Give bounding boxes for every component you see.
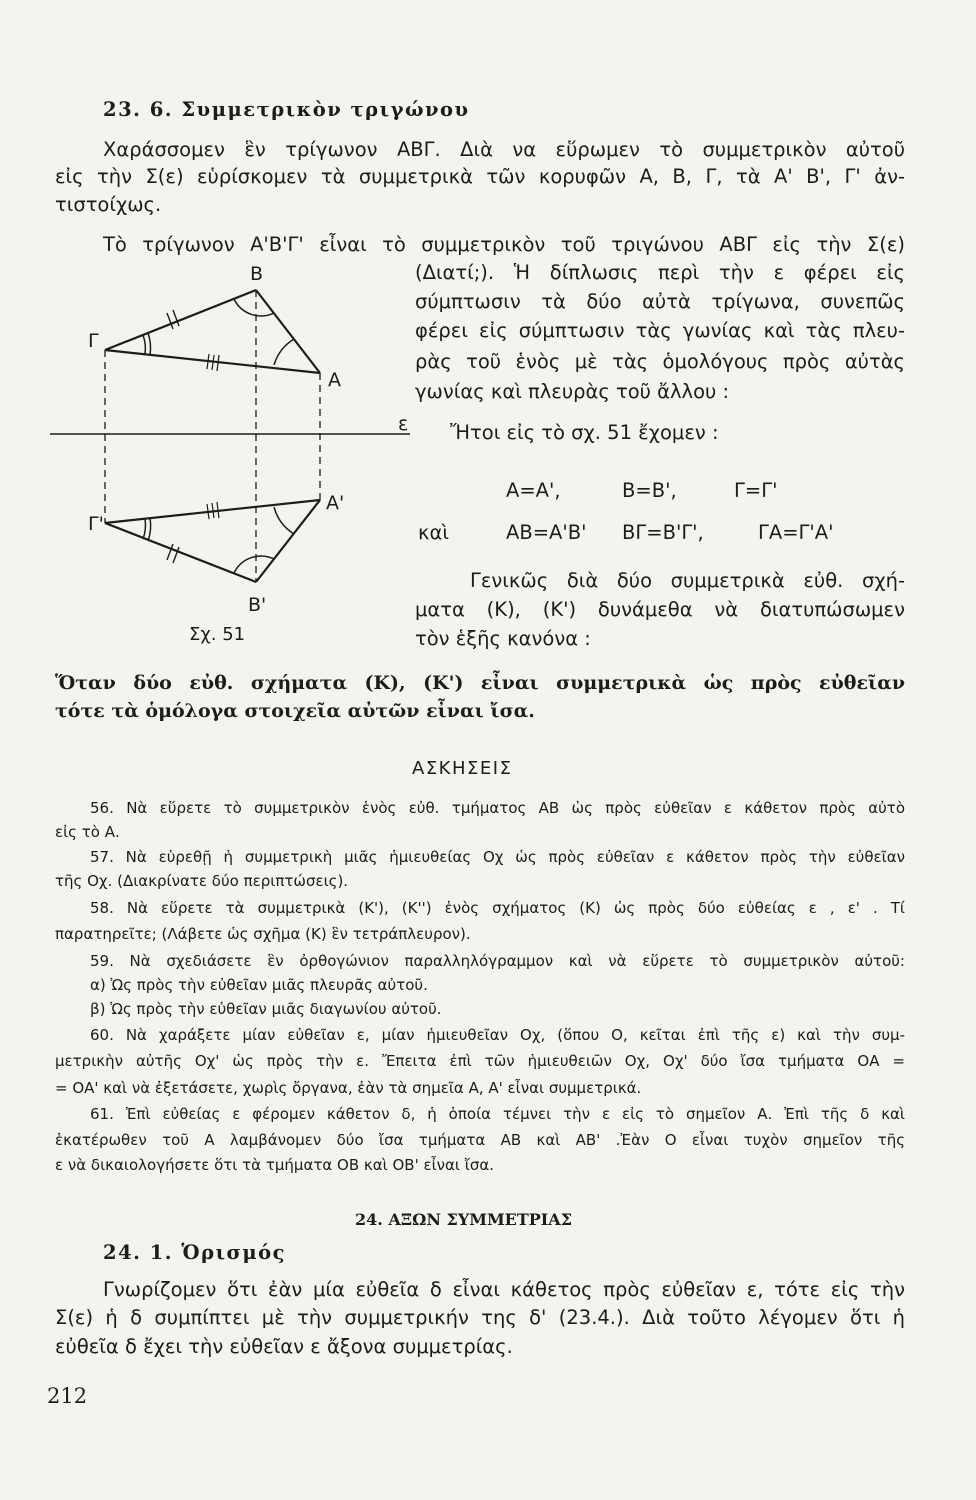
eq-side-ga: ΓΑ=Γ'Α' bbox=[758, 521, 834, 544]
eq-kai: καὶ bbox=[418, 521, 449, 544]
exercise-58-line-2: παρατηρεῖτε; (Λάβετε ὡς σχῆμα (Κ) ἓν τετράπλευρον). bbox=[55, 925, 471, 943]
rule-line-1: Ὅταν δύο εὐθ. σχήματα (Κ), (Κ') εἶναι συμμετρικὰ ὡς πρὸς εὐθεῖαν bbox=[55, 672, 905, 694]
exercise-61-line-1: 61. Ἐπὶ εὐθείας ε φέρομεν κάθετον δ, ἡ ὁποία τέμνει τὴν ε εἰς τὸ σημεῖον Α. Ἐπὶ τῆς δ καὶ bbox=[90, 1105, 905, 1123]
para4-line-3: εὐθεῖα δ ἔχει τὴν εὐθεῖαν ε ἄξονα συμμετρίας. bbox=[55, 1335, 513, 1358]
subsection-number: 24. 1. bbox=[103, 1241, 174, 1264]
exercise-56-line-1: 56. Νὰ εὕρετε τὸ συμμετρικὸν ἑνὸς εὐθ. τμήματος ΑΒ ὡς πρὸς εὐθεῖαν ε κάθετον πρὸς αὐτὸ bbox=[90, 799, 905, 817]
chapter-title: 24. ΑΞΩΝ ΣΥΜΜΕΤΡΙΑΣ bbox=[355, 1210, 573, 1229]
eq-angle-g: Γ=Γ' bbox=[734, 479, 778, 502]
para3-line-2: ματα (Κ), (Κ') δυνάμεθα νὰ διατυπώσωμεν bbox=[415, 598, 905, 621]
para1-line-3: τιστοίχως. bbox=[55, 193, 162, 216]
para4-line-1: Γνωρίζομεν ὅτι ἐὰν μία εὐθεῖα δ εἶναι κάθετος πρὸς εὐθεῖαν ε, τότε εἰς τὴν bbox=[103, 1278, 905, 1301]
exercise-59-line-1: 59. Νὰ σχεδιάσετε ἓν ὀρθογώνιον παραλληλόγραμμον καὶ νὰ εὕρετε τὸ συμμετρικὸν αὐτοῦ: bbox=[90, 952, 905, 970]
exercise-61-line-2: ἑκατέρωθεν τοῦ Α λαμβάνομεν δύο ἴσα τμήματα ΑΒ καὶ ΑΒ' .Ἐὰν Ο εἶναι τυχὸν σημεῖον τῆς bbox=[55, 1131, 905, 1149]
label-a: Α bbox=[328, 369, 341, 391]
eq-angle-a: Α=Α', bbox=[506, 479, 561, 502]
rule-line-2: τότε τὰ ὁμόλογα στοιχεῖα αὐτῶν εἶναι ἴσα. bbox=[55, 700, 535, 722]
para2-right-5: γωνίας καὶ πλευρὰς τοῦ ἄλλου : bbox=[415, 380, 730, 403]
figure-51 bbox=[48, 255, 418, 655]
para2-line-1: Τὸ τρίγωνον Α'Β'Γ' εἶναι τὸ συμμετρικὸν τοῦ τριγώνου ΑΒΓ εἰς τὴν Σ(ε) bbox=[103, 233, 905, 256]
subsection-title: Ὁρισμός bbox=[181, 1241, 287, 1264]
exercise-60-line-3: = ΟΑ' καὶ νὰ ἐξετάσετε, χωρὶς ὄργανα, ἐὰν τὰ σημεῖα Α, Α' εἶναι συμμετρικά. bbox=[55, 1079, 642, 1097]
eq-angle-b: Β=Β', bbox=[622, 479, 677, 502]
exercise-58-line-1: 58. Νὰ εὕρετε τὰ συμμετρικὰ (Κ'), (Κ'') ἑνὸς σχήματος (Κ) ὡς πρὸς δύο εὐθείας ε , ε' . Τί bbox=[90, 899, 905, 917]
label-g: Γ bbox=[88, 330, 99, 352]
fig51-reference: Ἤτοι εἰς τὸ σχ. 51 ἔχομεν : bbox=[450, 421, 719, 444]
label-g-prime: Γ' bbox=[88, 513, 104, 535]
exercise-61-line-3: ε νὰ δικαιολογήσετε ὅτι τὰ τμήματα ΟΒ καὶ ΟΒ' εἶναι ἴσα. bbox=[55, 1156, 494, 1174]
exercise-59-b: β) Ὡς πρὸς τὴν εὐθεῖαν μιᾶς διαγωνίου αὐτοῦ. bbox=[90, 1000, 442, 1018]
page-number: 212 bbox=[47, 1384, 88, 1408]
exercises-title: ΑΣΚΗΣΕΙΣ bbox=[412, 758, 513, 779]
para3-line-1: Γενικῶς διὰ δύο συμμετρικὰ εὐθ. σχή- bbox=[470, 569, 905, 592]
eq-side-bg: ΒΓ=Β'Γ', bbox=[622, 521, 704, 544]
section-number: 23. 6. bbox=[103, 98, 174, 121]
exercise-57-line-1: 57. Νὰ εὑρεθῇ ἡ συμμετρικὴ μιᾶς ἡμιευθείας Οχ ὡς πρὸς εὐθεῖαν ε κάθετον πρὸς τὴν εὐθεῖαν bbox=[90, 848, 905, 866]
para2-right-3: φέρει εἰς σύμπτωσιν τὰς γωνίας καὶ τὰς πλευ- bbox=[415, 319, 905, 342]
section-title: Συμμετρικὸν τριγώνου bbox=[181, 98, 470, 121]
exercise-59-a: α) Ὡς πρὸς τὴν εὐθεῖαν μιᾶς πλευρᾶς αὐτοῦ. bbox=[90, 976, 428, 994]
exercise-60-line-2: μετρικὴν αὐτῆς Οχ' ὡς πρὸς τὴν ε. Ἔπειτα ἐπὶ τῶν ἡμιευθειῶν Οχ, Οχ' δύο ἴσα τμήματα ΟΑ = bbox=[55, 1052, 905, 1070]
para2-right-1: (Διατί;). Ἡ δίπλωσις περὶ τὴν ε φέρει εἰς bbox=[415, 261, 905, 284]
para2-right-4: ρὰς τοῦ ἑνὸς μὲ τὰς ὁμολόγους πρὸς αὐτὰς bbox=[415, 350, 905, 373]
subsection-heading bbox=[103, 1241, 286, 1265]
label-b-prime: Β' bbox=[248, 594, 267, 616]
para1-line-2: εἰς τὴν Σ(ε) εὑρίσκομεν τὰ συμμετρικὰ τῶν κορυφῶν Α, Β, Γ, τὰ Α' Β', Γ' ἀν- bbox=[55, 165, 905, 188]
label-eps: ε bbox=[398, 413, 409, 435]
para4-line-2: Σ(ε) ἡ δ συμπίπτει μὲ τὴν συμμετρικήν της δ' (23.4.). Διὰ τοῦτο λέγομεν ὅτι ἡ bbox=[55, 1306, 905, 1329]
label-b: Β bbox=[250, 263, 264, 285]
para3-line-3: τὸν ἑξῆς κανόνα : bbox=[415, 627, 591, 650]
section-heading bbox=[103, 98, 470, 122]
figure-caption: Σχ. 51 bbox=[189, 624, 246, 645]
eq-side-ab: ΑΒ=Α'Β' bbox=[506, 521, 587, 544]
exercise-56-line-2: εἰς τὸ Α. bbox=[55, 823, 120, 841]
exercise-57-line-2: τῆς Οχ. (Διακρίνατε δύο περιπτώσεις). bbox=[55, 872, 349, 890]
para2-right-2: σύμπτωσιν τὰ δύο αὐτὰ τρίγωνα, συνεπῶς bbox=[415, 290, 905, 313]
exercise-60-line-1: 60. Νὰ χαράξετε μίαν εὐθεῖαν ε, μίαν ἡμιευθεῖαν Οχ, (ὅπου Ο, κεῖται ἐπὶ τῆς ε) καὶ τὴν συμ- bbox=[90, 1026, 905, 1044]
para1-line-1: Χαράσσομεν ἓν τρίγωνον ΑΒΓ. Διὰ να εὕρωμεν τὸ συμμετρικὸν αὐτοῦ bbox=[103, 138, 905, 161]
label-a-prime: Α' bbox=[326, 492, 345, 514]
